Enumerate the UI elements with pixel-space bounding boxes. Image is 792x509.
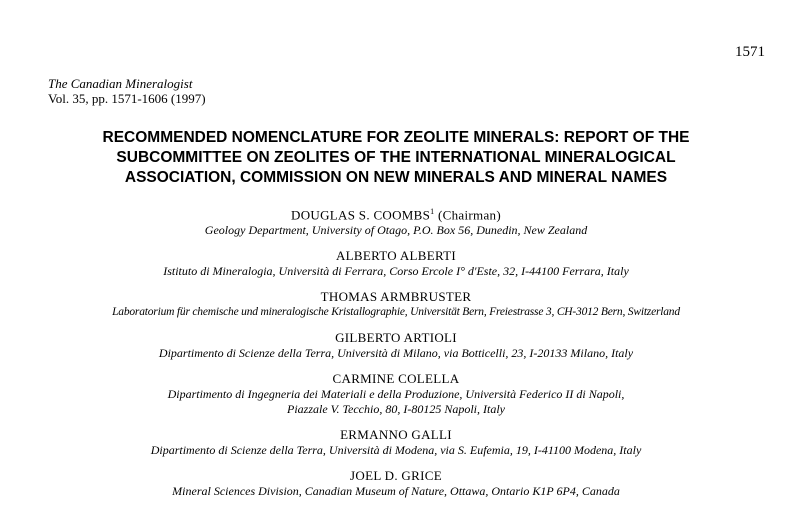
author-name: ERMANNO GALLI [340,427,452,443]
author-name: ALBERTO ALBERTI [335,248,457,264]
author-affiliation: Piazzale V. Tecchio, 80, I-80125 Napoli, Italy [287,402,505,417]
author-affiliation: Dipartimento di Scienze della Terra, Università di Modena, via S. Eufemia, 19, I-41100 Modena, Italy [150,443,642,458]
author-name: THOMAS ARMBRUSTER [320,289,472,305]
author-affiliation: Geology Department, University of Otago, P.O. Box 56, Dunedin, New Zealand [204,223,588,238]
author-affiliation: Istituto di Mineralogia, Università di Ferrara, Corso Ercole I° d'Este, 32, I-44100 Ferrara, Italy [163,264,629,279]
journal-name: The Canadian Mineralogist [48,76,193,91]
title-line: ASSOCIATION, COMMISSION ON NEW MINERALS AND MINERAL NAMES [124,169,668,186]
journal-volume-pages: Vol. 35, pp. 1571-1606 (1997) [48,91,206,106]
author-entry [0,204,792,238]
author-entry [0,427,792,458]
author-entry [0,371,792,417]
title-line: SUBCOMMITTEE ON ZEOLITES OF THE INTERNATIONAL MINERALOGICAL [116,149,676,166]
author-affiliation: Mineral Sciences Division, Canadian Museum of Nature, Ottawa, Ontario K1P 6P4, Canada [172,484,620,499]
author-name: JOEL D. GRICE [350,468,442,484]
author-role: (Chairman) [438,207,501,223]
paper-title [0,128,792,188]
author-affiliation: Dipartimento di Ingegneria dei Materiali e della Produzione, Università Federico II di Napoli, [167,387,625,402]
author-name: CARMINE COLELLA [332,371,460,387]
footnote-mark: 1 [430,207,435,216]
author-name-line [0,204,792,223]
author-entry [0,289,792,320]
author-affiliation: Laboratorium für chemische und mineralogische Kristallographie, Universität Bern, Freiestrasse 3, CH-3012 Bern, Switzerland [112,306,680,319]
author-name: GILBERTO ARTIOLI [335,330,457,346]
author-entry [0,330,792,361]
author-entry [0,248,792,279]
journal-citation-block [48,76,206,106]
author-name: DOUGLAS S. COOMBS [291,207,431,223]
page-number: 1571 [735,44,765,60]
title-line: RECOMMENDED NOMENCLATURE FOR ZEOLITE MINERALS: REPORT OF THE [102,129,690,146]
author-affiliation: Dipartimento di Scienze della Terra, Università di Milano, via Botticelli, 23, I-20133 Milano, Italy [158,346,634,361]
author-list [0,204,792,509]
author-entry [0,468,792,499]
